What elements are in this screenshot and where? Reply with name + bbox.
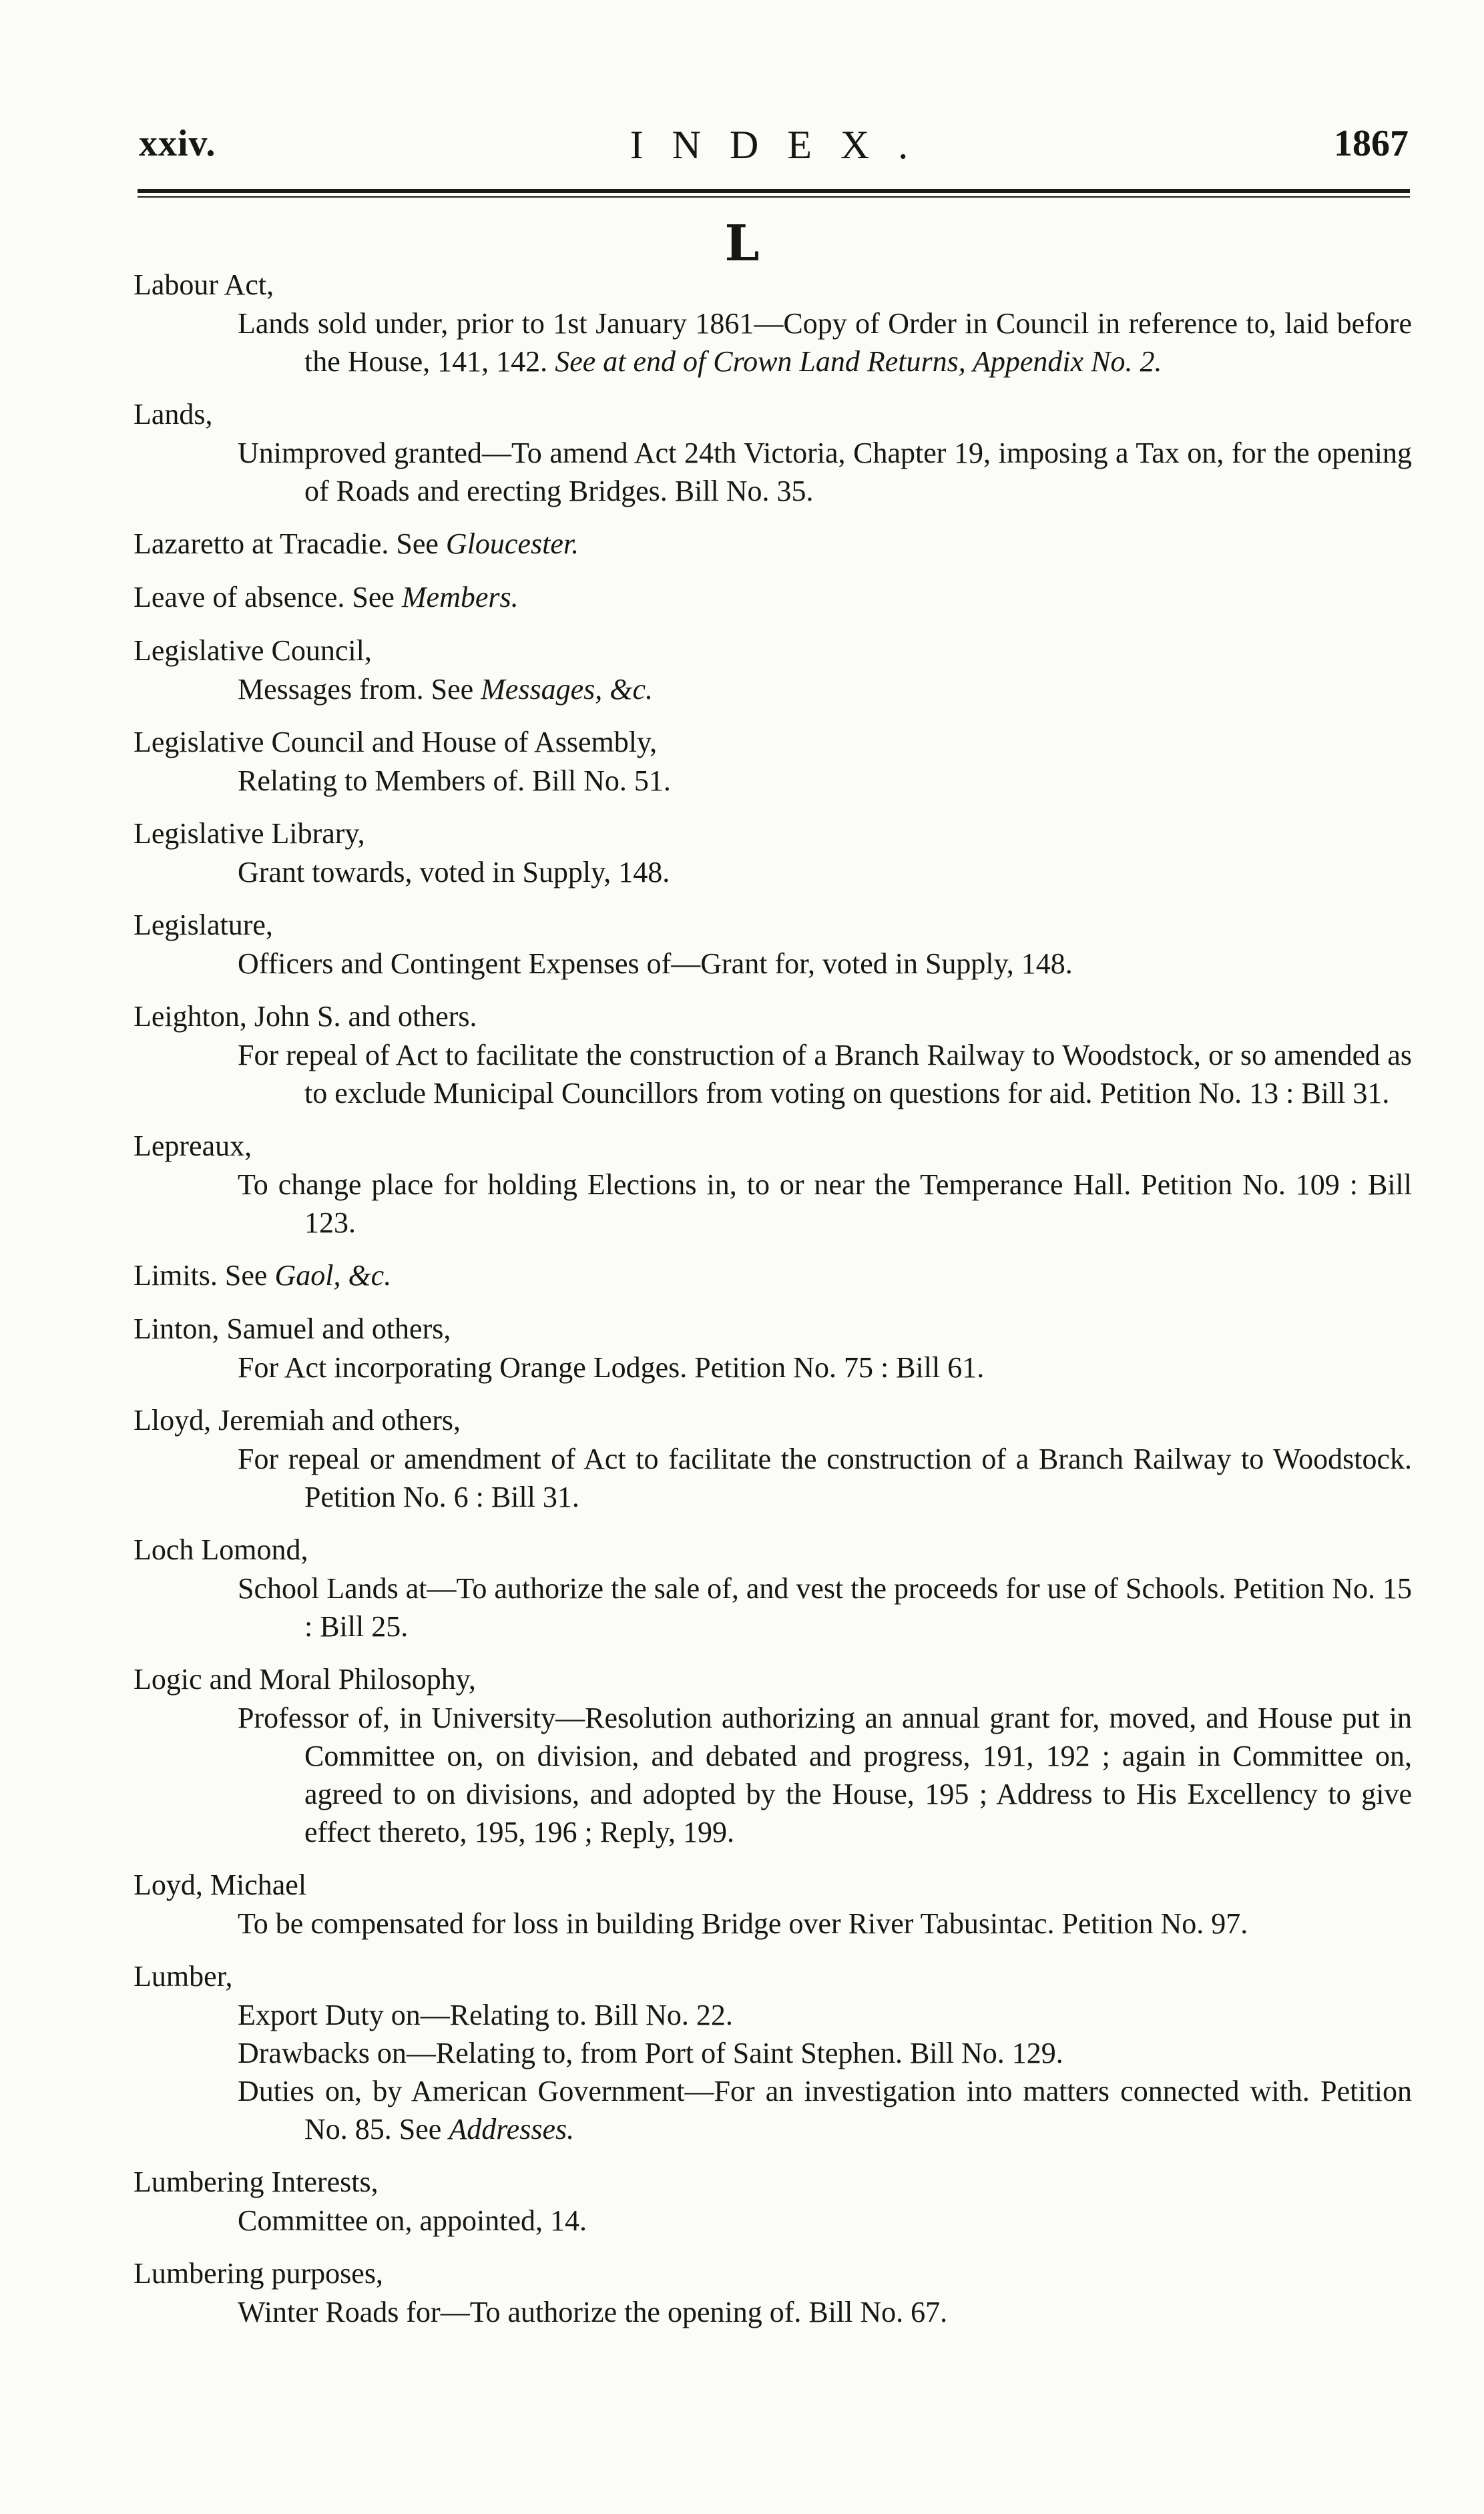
entry-heading-text: Lumbering purposes, xyxy=(134,2257,383,2290)
entry-heading xyxy=(134,525,1412,563)
entry-heading-reference: Gloucester. xyxy=(445,527,579,560)
index-entry xyxy=(134,1256,1412,1295)
subentry-text: To be compensated for loss in building Bridge over River Tabusintac. Petition No. 97. xyxy=(238,1907,1248,1940)
entry-heading-reference: Gaol, &c. xyxy=(274,1259,392,1292)
entry-heading xyxy=(134,1531,1412,1569)
entry-heading-text: Linton, Samuel and others, xyxy=(134,1312,451,1345)
entry-subentry xyxy=(134,1036,1412,1112)
entry-heading-text: Logic and Moral Philosophy, xyxy=(134,1663,476,1696)
entry-subentry xyxy=(134,1996,1412,2034)
entry-subentry xyxy=(134,2202,1412,2240)
header-rule-thick xyxy=(138,189,1410,193)
index-entry xyxy=(134,906,1412,983)
entry-subentry xyxy=(134,304,1412,381)
entry-heading-text: Limits. See xyxy=(134,1259,275,1292)
entry-heading xyxy=(134,2254,1412,2293)
index-entry xyxy=(134,2254,1412,2331)
subentry-text: For repeal or amendment of Act to facilitate the construction of a Branch Railway to Woodstock. Petition No. 6 : Bill 31. xyxy=(238,1443,1412,1513)
entry-heading xyxy=(134,1401,1412,1440)
index-entry xyxy=(134,1660,1412,1851)
entry-heading xyxy=(134,1957,1412,1996)
index-entry xyxy=(134,2163,1412,2240)
index-entry xyxy=(134,1957,1412,2148)
running-head xyxy=(139,122,1409,176)
entry-heading-text: Legislative Council and House of Assembly, xyxy=(134,726,658,758)
index-entry xyxy=(134,723,1412,800)
subentry-text: For Act incorporating Orange Lodges. Petition No. 75 : Bill 61. xyxy=(238,1351,985,1384)
entry-heading-text: Lumbering Interests, xyxy=(134,2166,379,2198)
entry-heading-text: Leave of absence. See xyxy=(134,581,402,613)
entry-heading-text: Labour Act, xyxy=(134,268,274,301)
entry-subentry xyxy=(134,762,1412,800)
index-entry xyxy=(134,525,1412,563)
index-entry xyxy=(134,1127,1412,1242)
index-entry xyxy=(134,395,1412,510)
entry-heading xyxy=(134,1256,1412,1295)
entry-subentry xyxy=(134,434,1412,510)
entry-heading xyxy=(134,2163,1412,2202)
page-title: I N D E X . xyxy=(630,123,918,167)
entry-heading-text: Lazaretto at Tracadie. See xyxy=(134,527,446,560)
index-entry xyxy=(134,266,1412,381)
entry-heading xyxy=(134,266,1412,304)
subentry-text: Duties on, by American Government—For an investigation into matters connected with. Petition No. 85. See xyxy=(238,2075,1412,2146)
entry-heading-text: Legislative Council, xyxy=(134,634,372,667)
entry-subentry xyxy=(134,2293,1412,2331)
section-letter: L xyxy=(724,215,760,272)
page-number: xxiv. xyxy=(139,123,216,164)
index-entry xyxy=(134,1310,1412,1387)
index-entries xyxy=(134,266,1412,2346)
entry-heading xyxy=(134,395,1412,434)
index-entry xyxy=(134,1531,1412,1646)
entry-heading-text: Loch Lomond, xyxy=(134,1533,308,1566)
index-entry xyxy=(134,997,1412,1112)
subentry-text: Committee on, appointed, 14. xyxy=(238,2204,587,2237)
entry-subentry xyxy=(134,853,1412,891)
entry-heading xyxy=(134,814,1412,853)
index-entry xyxy=(134,578,1412,617)
entry-heading xyxy=(134,906,1412,945)
entry-heading xyxy=(134,1127,1412,1166)
entry-heading xyxy=(134,1660,1412,1699)
entry-heading-text: Lepreaux, xyxy=(134,1129,252,1162)
entry-heading xyxy=(134,1310,1412,1348)
entry-subentry xyxy=(134,670,1412,708)
entry-heading xyxy=(134,1866,1412,1905)
subentry-text: To change place for holding Elections in, to or near the Temperance Hall. Petition No. 109 : Bill 123. xyxy=(238,1168,1412,1239)
entry-subentry xyxy=(134,2072,1412,2148)
entry-heading-text: Loyd, Michael xyxy=(134,1868,307,1901)
entry-heading-text: Lumber, xyxy=(134,1960,233,1993)
subentry-text: For repeal of Act to facilitate the construction of a Branch Railway to Woodstock, or so amended as to exclude Municipal Councillors from voting on questions for aid. Petition No. 13 : Bill 31. xyxy=(238,1039,1412,1109)
entry-subentry xyxy=(134,1166,1412,1242)
subentry-text: Unimproved granted—To amend Act 24th Victoria, Chapter 19, imposing a Tax on, for the opening of Roads and erecting Bridges. Bill No. 35. xyxy=(238,437,1412,507)
entry-subentry xyxy=(134,1905,1412,1943)
entry-subentry xyxy=(134,945,1412,983)
index-entry xyxy=(134,814,1412,891)
subentry-text: Relating to Members of. Bill No. 51. xyxy=(238,764,671,797)
entry-subentry xyxy=(134,2034,1412,2072)
subentry-text: Drawbacks on—Relating to, from Port of Saint Stephen. Bill No. 129. xyxy=(238,2037,1063,2069)
subentry-reference: See at end of Crown Land Returns, Appendix No. 2. xyxy=(555,345,1162,378)
index-entry xyxy=(134,632,1412,708)
entry-heading-text: Legislature, xyxy=(134,909,273,941)
index-entry xyxy=(134,1401,1412,1516)
entry-subentry xyxy=(134,1569,1412,1646)
entry-heading xyxy=(134,997,1412,1036)
entry-heading xyxy=(134,578,1412,617)
subentry-text: School Lands at—To authorize the sale of, and vest the proceeds for use of Schools. Petition No. 15 : Bill 25. xyxy=(238,1572,1412,1643)
entry-subentry xyxy=(134,1440,1412,1516)
subentry-text: Export Duty on—Relating to. Bill No. 22. xyxy=(238,1999,733,2031)
header-rule-thin xyxy=(138,196,1410,198)
subentry-text: Messages from. See xyxy=(238,673,481,706)
entry-heading xyxy=(134,632,1412,670)
entry-heading-text: Legislative Library, xyxy=(134,817,365,850)
subentry-text: Officers and Contingent Expenses of—Grant for, voted in Supply, 148. xyxy=(238,947,1073,980)
subentry-text: Professor of, in University—Resolution authorizing an annual grant for, moved, and House put in Committee on, on division, and debated and progress, 191, 192 ; again in Committee on, agreed to on divisions, and adopted by the House, 195 ; Address to His Excellency to give effect thereto, 195, 196 ; Reply, 199. xyxy=(238,1702,1412,1848)
subentry-reference: Messages, &c. xyxy=(481,673,653,706)
subentry-reference: Addresses. xyxy=(449,2113,575,2146)
subentry-text: Grant towards, voted in Supply, 148. xyxy=(238,856,670,889)
subentry-text: Winter Roads for—To authorize the opening of. Bill No. 67. xyxy=(238,2296,948,2328)
entry-heading xyxy=(134,723,1412,762)
entry-heading-text: Lands, xyxy=(134,398,213,431)
entry-heading-reference: Members. xyxy=(401,581,519,613)
entry-subentry xyxy=(134,1348,1412,1387)
subentry-text: Lands sold under, prior to 1st January 1861—Copy of Order in Council in reference to, laid before the House, 141, 142. xyxy=(238,307,1412,378)
page-year: 1867 xyxy=(1334,123,1409,164)
entry-heading-text: Lloyd, Jeremiah and others, xyxy=(134,1404,461,1437)
entry-subentry xyxy=(134,1699,1412,1851)
entry-heading-text: Leighton, John S. and others. xyxy=(134,1000,477,1033)
index-entry xyxy=(134,1866,1412,1943)
